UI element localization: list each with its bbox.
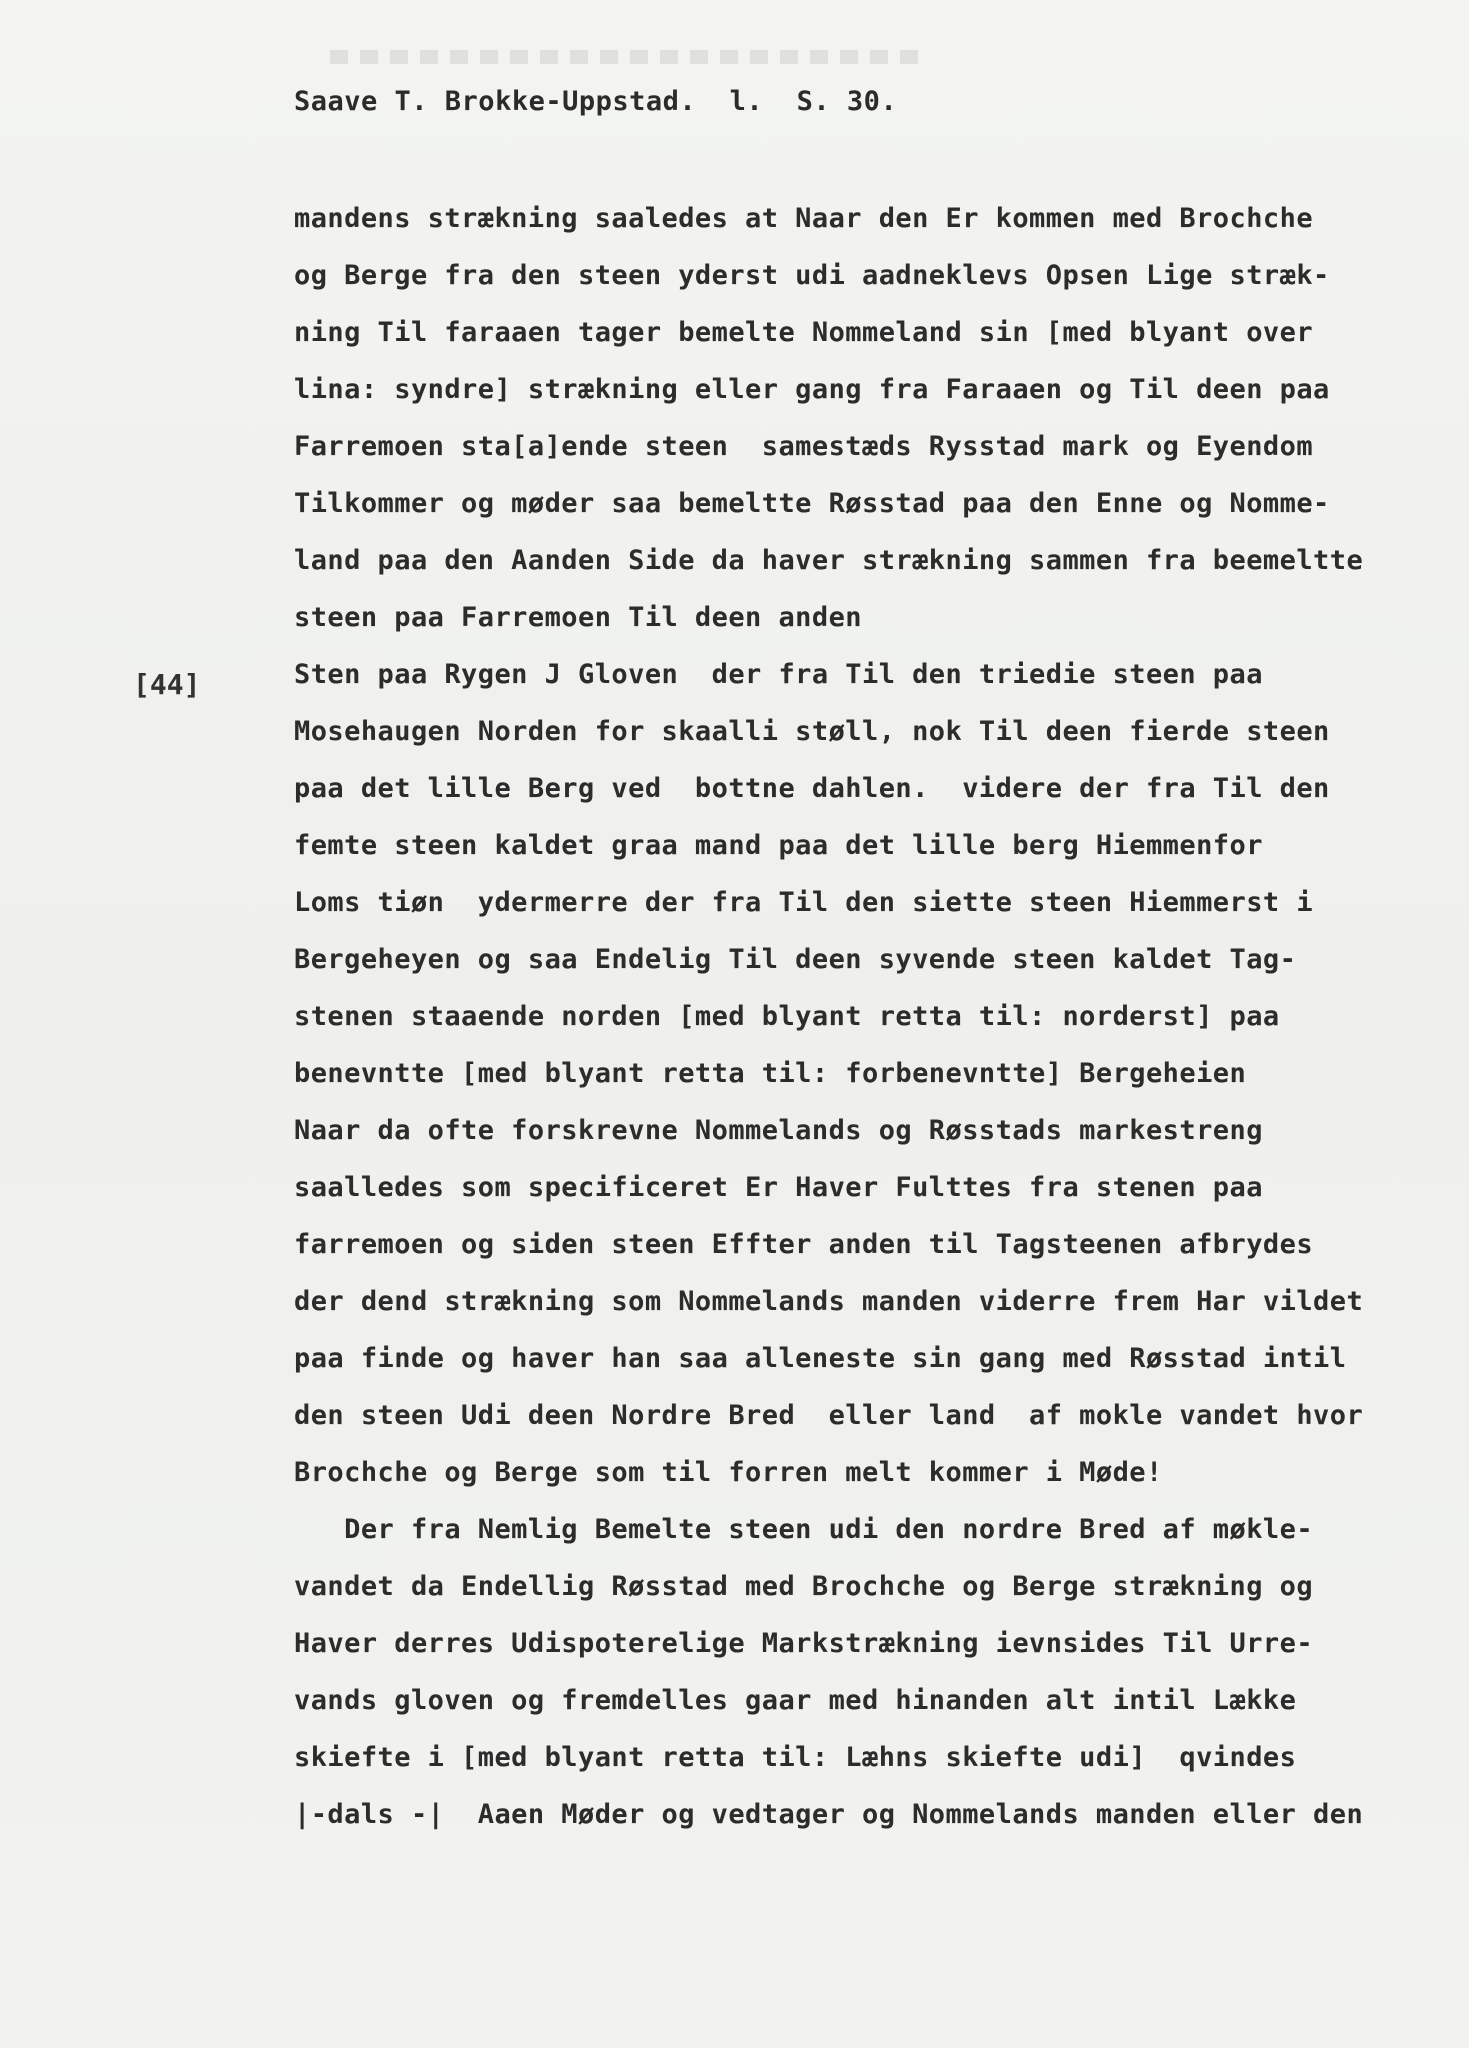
text-line: Der fra Nemlig Bemelte steen udi den nordre Bred af møkle- xyxy=(294,1514,1314,1545)
text-line: paa det lille Berg ved bottne dahlen. videre der fra Til den xyxy=(294,773,1330,804)
text-line: og Berge fra den steen yderst udi aadneklevs Opsen Lige stræk- xyxy=(294,260,1330,291)
text-line: saalledes som specificeret Er Haver Fulttes fra stenen paa xyxy=(294,1172,1263,1203)
text-line: Bergeheyen og saa Endelig Til deen syvende steen kaldet Tag- xyxy=(294,944,1297,975)
text-line: den steen Udi deen Nordre Bred eller land af mokle vandet hvor xyxy=(294,1400,1364,1431)
text-line: paa finde og haver han saa alleneste sin gang med Røsstad intil xyxy=(294,1343,1347,1374)
text-line: vandet da Endellig Røsstad med Brochche og Berge strækning og xyxy=(294,1571,1314,1602)
text-line: lina: syndre] strækning eller gang fra Faraaen og Til deen paa xyxy=(294,374,1330,405)
text-line: farremoen og siden steen Effter anden til Tagsteenen afbrydes xyxy=(294,1229,1314,1260)
margin-page-reference: [44] xyxy=(133,668,201,701)
text-line: land paa den Aanden Side da haver strækning sammen fra beemeltte xyxy=(294,545,1364,576)
text-line: stenen staaende norden [med blyant retta til: norderst] paa xyxy=(294,1001,1280,1032)
text-line: Farremoen sta[a]ende steen samestæds Rysstad mark og Eyendom xyxy=(294,431,1314,462)
text-line: steen paa Farremoen Til deen anden xyxy=(294,602,862,633)
text-line: benevntte [med blyant retta til: forbenevntte] Bergeheien xyxy=(294,1058,1247,1089)
page-header: Saave T. Brokke-Uppstad. l. S. 30. xyxy=(294,86,898,117)
text-line: Mosehaugen Norden for skaalli støll, nok Til deen fierde steen xyxy=(294,716,1330,747)
bleed-through-text xyxy=(330,50,930,64)
text-line: vands gloven og fremdelles gaar med hinanden alt intil Lække xyxy=(294,1685,1297,1716)
text-line: der dend strækning som Nommelands manden viderre frem Har vildet xyxy=(294,1286,1364,1317)
text-line: Loms tiøn ydermerre der fra Til den siette steen Hiemmerst i xyxy=(294,887,1314,918)
text-line: Naar da ofte forskrevne Nommelands og Røsstads markestreng xyxy=(294,1115,1263,1146)
text-line: Haver derres Udispoterelige Markstrækning ievnsides Til Urre- xyxy=(294,1628,1314,1659)
text-line: Sten paa Rygen J Gloven der fra Til den triedie steen paa xyxy=(294,659,1263,690)
text-line: ning Til faraaen tager bemelte Nommeland sin [med blyant over xyxy=(294,317,1314,348)
text-line: Tilkommer og møder saa bemeltte Røsstad paa den Enne og Nomme- xyxy=(294,488,1330,519)
text-line: femte steen kaldet graa mand paa det lille berg Hiemmenfor xyxy=(294,830,1263,861)
text-line: skiefte i [med blyant retta til: Læhns skiefte udi] qvindes xyxy=(294,1742,1297,1773)
text-line: mandens strækning saaledes at Naar den Er kommen med Brochche xyxy=(294,203,1314,234)
text-line: |-dals -| Aaen Møder og vedtager og Nommelands manden eller den xyxy=(294,1799,1364,1830)
text-line: Brochche og Berge som til forren melt kommer i Møde! xyxy=(294,1457,1163,1488)
